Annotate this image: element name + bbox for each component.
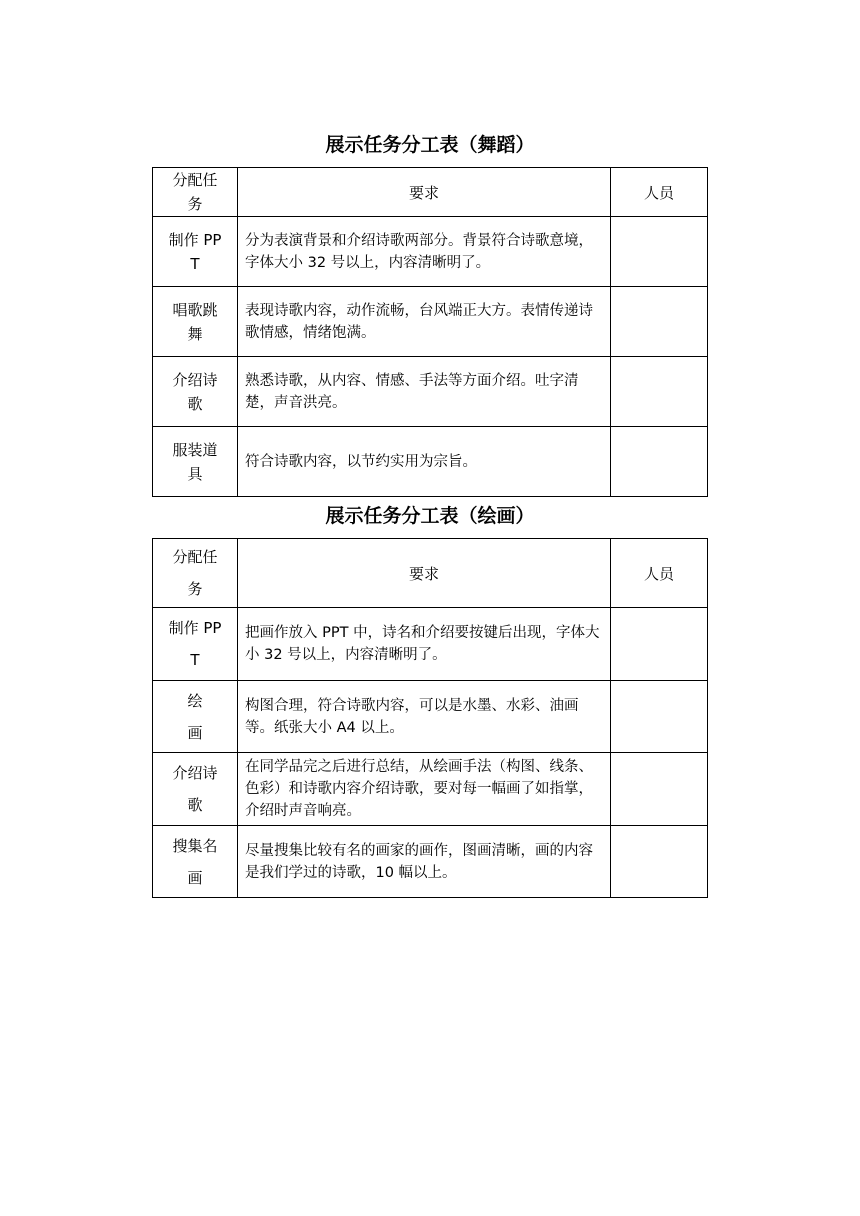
header-task: 分配任务 <box>153 539 238 608</box>
table-row <box>153 427 708 497</box>
task-cell: 介绍诗歌 <box>153 753 238 826</box>
task-cell: 绘画 <box>153 681 238 753</box>
person-cell[interactable] <box>611 287 708 357</box>
person-cell[interactable] <box>611 753 708 826</box>
header-task: 分配任务 <box>153 168 238 217</box>
table-row <box>153 217 708 287</box>
table-row <box>153 753 708 826</box>
header-requirement: 要求 <box>238 539 611 608</box>
requirement-cell: 把画作放入 PPT 中，诗名和介绍要按键后出现，字体大小 32 号以上，内容清晰明了。 <box>238 608 611 681</box>
person-cell[interactable] <box>611 681 708 753</box>
header-requirement: 要求 <box>238 168 611 217</box>
requirement-cell: 符合诗歌内容，以节约实用为宗旨。 <box>238 427 611 497</box>
table-row <box>153 681 708 753</box>
task-cell: 唱歌跳舞 <box>153 287 238 357</box>
requirement-cell: 构图合理，符合诗歌内容，可以是水墨、水彩、油画等。纸张大小 A4 以上。 <box>238 681 611 753</box>
person-cell[interactable] <box>611 357 708 427</box>
task-cell: 服装道具 <box>153 427 238 497</box>
table-row <box>153 826 708 898</box>
task-cell: 搜集名画 <box>153 826 238 898</box>
header-person: 人员 <box>611 168 708 217</box>
requirement-cell: 熟悉诗歌，从内容、情感、手法等方面介绍。吐字清楚，声音洪亮。 <box>238 357 611 427</box>
painting-task-table <box>152 538 708 898</box>
dance-task-table <box>152 167 708 497</box>
requirement-cell: 表现诗歌内容，动作流畅，台风端正大方。表情传递诗歌情感，情绪饱满。 <box>238 287 611 357</box>
painting-table-title: 展示任务分工表（绘画） <box>325 505 535 527</box>
task-cell: 制作 PPT <box>153 217 238 287</box>
person-cell[interactable] <box>611 217 708 287</box>
task-cell: 介绍诗歌 <box>153 357 238 427</box>
table-row <box>153 608 708 681</box>
table-header-row <box>153 539 708 608</box>
task-cell: 制作 PPT <box>153 608 238 681</box>
requirement-cell: 在同学品完之后进行总结，从绘画手法（构图、线条、色彩）和诗歌内容介绍诗歌，要对每一幅画了如指掌，介绍时声音响亮。 <box>238 753 611 826</box>
header-person: 人员 <box>611 539 708 608</box>
requirement-cell: 尽量搜集比较有名的画家的画作，图画清晰，画的内容是我们学过的诗歌，10 幅以上。 <box>238 826 611 898</box>
table-row <box>153 357 708 427</box>
table-row <box>153 287 708 357</box>
person-cell[interactable] <box>611 826 708 898</box>
person-cell[interactable] <box>611 427 708 497</box>
dance-table-title: 展示任务分工表（舞蹈） <box>325 134 535 156</box>
requirement-cell: 分为表演背景和介绍诗歌两部分。背景符合诗歌意境，字体大小 32 号以上，内容清晰明了。 <box>238 217 611 287</box>
table-header-row <box>153 168 708 217</box>
person-cell[interactable] <box>611 608 708 681</box>
